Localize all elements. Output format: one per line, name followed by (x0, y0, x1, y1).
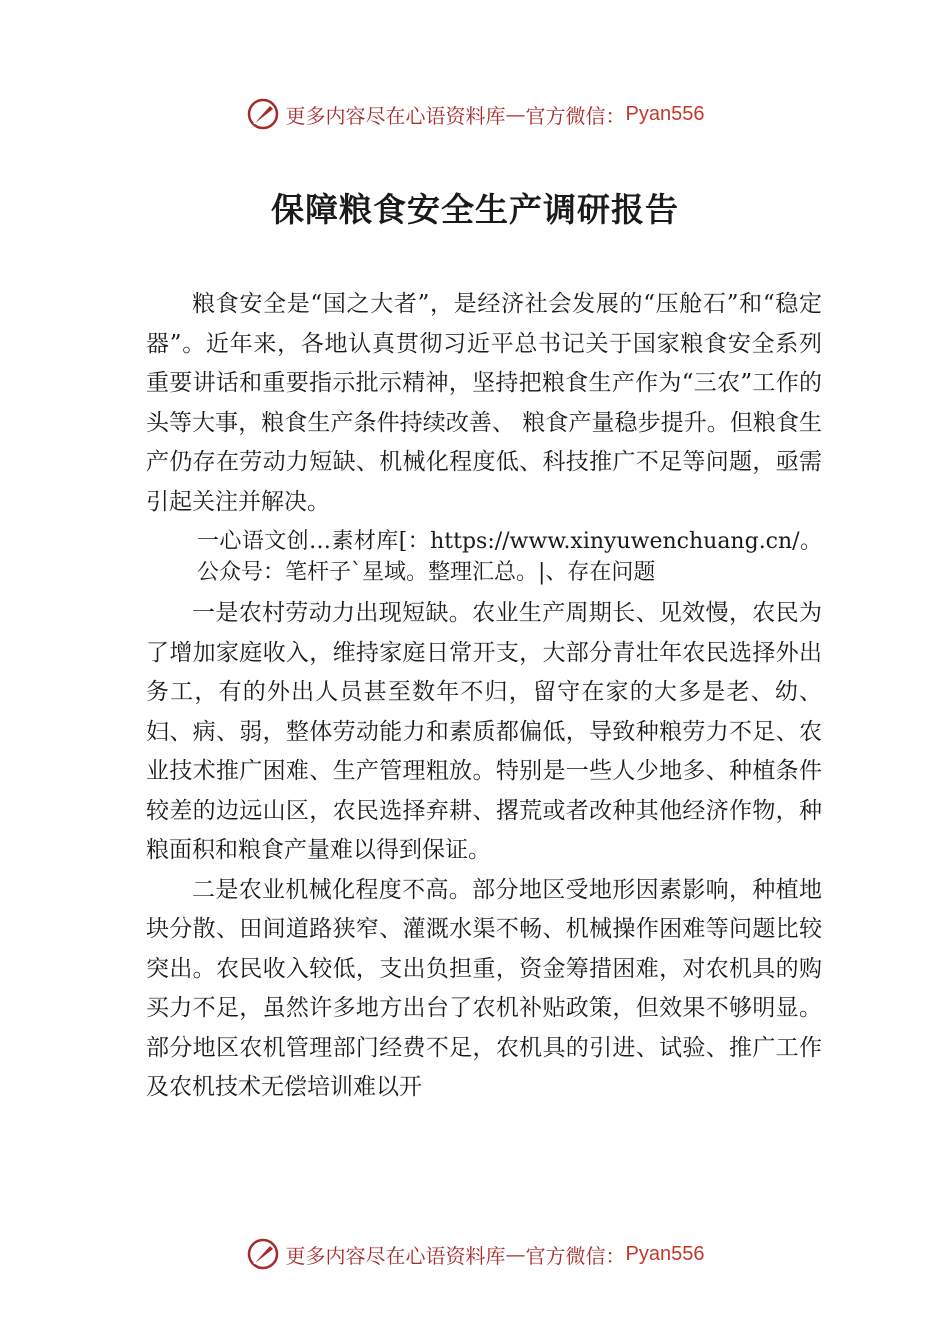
banner-wechat-id: Pyan556 (625, 1242, 705, 1265)
point-two-paragraph: 二是农业机械化程度不高。部分地区受地形因素影响，种植地块分散、田间道路狭窄、灌溉水渠不畅、机械操作困难等问题比较突出。农民收入较低，支出负担重，资金筹措困难，对农机具的购买力不足，虽然许多地方出台了农机补贴政策，但效果不够明显。部分地区农机管理部门经费不足，农机具的引进、试验、推广工作及农机技术无偿培训难以开 (146, 876, 822, 1100)
banner-text: 更多内容尽在心语资料库 (285, 1243, 506, 1268)
header-watermark-banner (0, 92, 950, 136)
banner-separator: — (505, 1242, 526, 1266)
banner-wechat-id: Pyan556 (625, 102, 705, 125)
source-note: 一心语文创…素材库[：https://www.xinyuwenchuang.cn/。公众号：笔杆子`星域。整理汇总。|、存在问题 (197, 529, 822, 585)
document-body (146, 285, 822, 1108)
feather-pen-seal-icon (246, 97, 280, 131)
intro-paragraph: 粮食安全是“国之大者”，是经济社会发展的“压舱石”和“稳定器”。近年来，各地认真贯彻习近平总书记关于国家粮食安全系列重要讲话和重要指示批示精神，坚持把粮食生产作为“三农”工作的头等大事，粮食生产条件持续改善、 粮食产量稳步提升。但粮食生产仍存在劳动力短缺、机械化程度低、科技推广不足等问题，亟需引起关注并解决。 (146, 291, 822, 515)
feather-pen-seal-icon (246, 1237, 280, 1271)
banner-label: 官方微信： (525, 103, 626, 128)
banner-text: 更多内容尽在心语资料库 (285, 103, 506, 128)
point-one-paragraph: 一是农村劳动力出现短缺。农业生产周期长、见效慢，农民为了增加家庭收入，维持家庭日常开支，大部分青壮年农民选择外出务工，有的外出人员甚至数年不归，留守在家的大多是老、幼、妇、病、弱，整体劳动能力和素质都偏低，导致种粮劳力不足、农业技术推广困难、生产管理粗放。特别是一些人少地多、种植条件较差的边远山区，农民选择弃耕、撂荒或者改种其他经济作物，种粮面积和粮食产量难以得到保证。 (146, 600, 822, 863)
document-title: 保障粮食安全生产调研报告 (271, 190, 679, 229)
banner-separator: — (505, 102, 526, 126)
footer-watermark-banner (0, 1232, 950, 1276)
banner-label: 官方微信： (525, 1243, 626, 1268)
